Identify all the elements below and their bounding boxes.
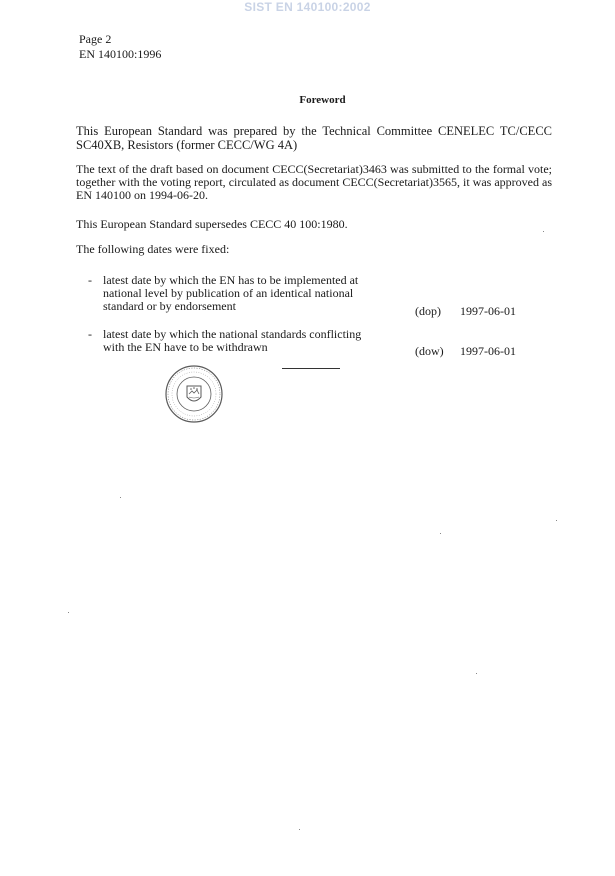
document-id: EN 140100:1996: [79, 47, 162, 61]
date-item-date: 1997-06-01: [460, 304, 516, 318]
paragraph-prepared-by: This European Standard was prepared by the Technical Committee CENELEC TC/CECC SC40XB, Resistors (former CECC/WG 4A): [76, 124, 552, 152]
end-rule: [282, 368, 340, 369]
paragraph-dates-intro: The following dates were fixed:: [76, 242, 230, 256]
page-header: [79, 32, 161, 62]
date-item-text: latest date by which the national standards conflicting with the EN have to be withdrawn: [103, 327, 362, 354]
paragraph-supersedes: This European Standard supersedes CECC 40 100:1980.: [76, 217, 348, 231]
date-item-abbreviation: (dow): [415, 344, 444, 358]
date-item-abbreviation: (dop): [415, 304, 441, 318]
institute-seal-stamp-icon: [163, 364, 225, 424]
date-item-date: 1997-06-01: [460, 344, 516, 358]
date-item-text: latest date by which the EN has to be implemented at national level by publication of an identical national standard or by endorsement: [103, 273, 359, 313]
paragraph-approval: The text of the draft based on document CECC(Secretariat)3463 was submitted to the formal vote; together with the voting report, circulated as document CECC(Secretariat)3565, it was approved as EN 140100 on 1994-06-20.: [76, 162, 552, 202]
section-title: Foreword: [299, 94, 346, 106]
watermark: SIST EN 140100:2002: [244, 0, 371, 14]
page-number: Page 2: [79, 32, 112, 46]
list-bullet: -: [88, 273, 92, 287]
list-bullet: -: [88, 327, 92, 341]
